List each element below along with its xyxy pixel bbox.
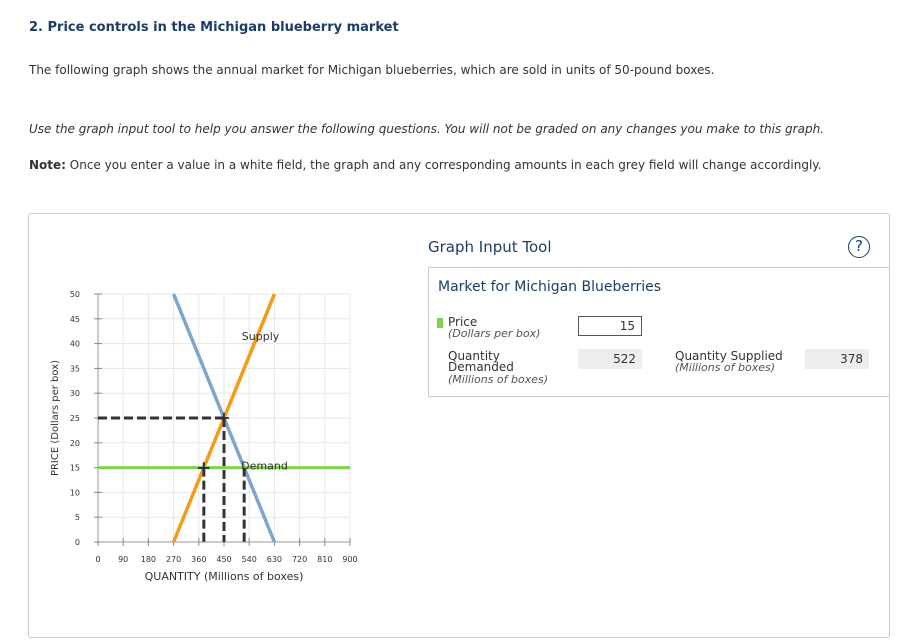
y-tick-label: 25 <box>69 414 80 423</box>
x-tick-label: 720 <box>291 555 308 564</box>
help-icon[interactable]: ? <box>848 236 870 258</box>
quantity-demanded-unit: (Millions of boxes) <box>448 373 549 386</box>
quantity-supplied-label: Quantity Supplied <box>675 349 783 363</box>
price-unit: (Dollars per box) <box>448 327 541 340</box>
y-axis-title: PRICE (Dollars per box) <box>50 359 61 477</box>
demand-label: Demand <box>241 459 288 473</box>
y-tick-label: 40 <box>69 339 80 349</box>
x-tick-label: 630 <box>266 555 283 564</box>
note-body: Once you enter a value in a white field, the graph and any corresponding amounts in each grey field will change accordingly. <box>65 158 822 172</box>
price-input[interactable]: 15 <box>578 316 642 336</box>
y-tick-label: 20 <box>69 438 80 448</box>
quantity-demanded-label-line1: Quantity <box>448 349 500 363</box>
x-tick-label: 270 <box>165 555 182 564</box>
x-tick-label: 90 <box>118 555 129 564</box>
y-tick-label: 10 <box>69 488 80 498</box>
note-label: Note: <box>29 158 66 172</box>
quantity-demanded-field: 522 <box>578 349 642 369</box>
x-tick-label: 540 <box>241 555 257 564</box>
y-tick-label: 30 <box>69 389 80 399</box>
price-label: Price <box>448 315 478 329</box>
x-tick-label: 360 <box>191 555 207 564</box>
graph-input-subtitle: Market for Michigan Blueberries <box>438 279 662 295</box>
supply-label: Supply <box>241 330 280 343</box>
x-tick-label: 180 <box>140 555 157 564</box>
quantity-supplied-unit: (Millions of boxes) <box>675 361 776 374</box>
x-tick-label: 900 <box>342 555 358 564</box>
quantity-supplied-field: 378 <box>805 349 869 369</box>
price-control-marker: + <box>196 457 212 479</box>
y-tick-label: 45 <box>69 314 80 324</box>
y-tick-label: 50 <box>69 290 80 299</box>
question-title: 2. Price controls in the Michigan blueberry market <box>29 20 399 35</box>
equilibrium-point-marker: + <box>217 408 231 427</box>
x-tick-label: 0 <box>95 555 101 564</box>
instruction-text: Use the graph input tool to help you answer the following questions. You will not be graded on any changes you make to this graph. <box>29 122 824 136</box>
graph-input-tool-title: Graph Input Tool <box>428 238 552 256</box>
y-tick-label: 35 <box>69 364 80 374</box>
x-tick-label: 810 <box>317 555 333 564</box>
price-line-swatch-icon <box>437 318 443 328</box>
intro-text: The following graph shows the annual market for Michigan blueberries, which are sold in units of 50-pound boxes. <box>29 63 715 77</box>
quantity-demanded-label-line2: Demanded <box>448 360 514 374</box>
x-axis-title: QUANTITY (Millions of boxes) <box>144 570 304 583</box>
y-tick-label: 15 <box>69 463 80 473</box>
y-tick-label: 0 <box>74 538 80 547</box>
y-tick-label: 5 <box>74 513 80 523</box>
x-tick-label: 450 <box>216 555 232 564</box>
